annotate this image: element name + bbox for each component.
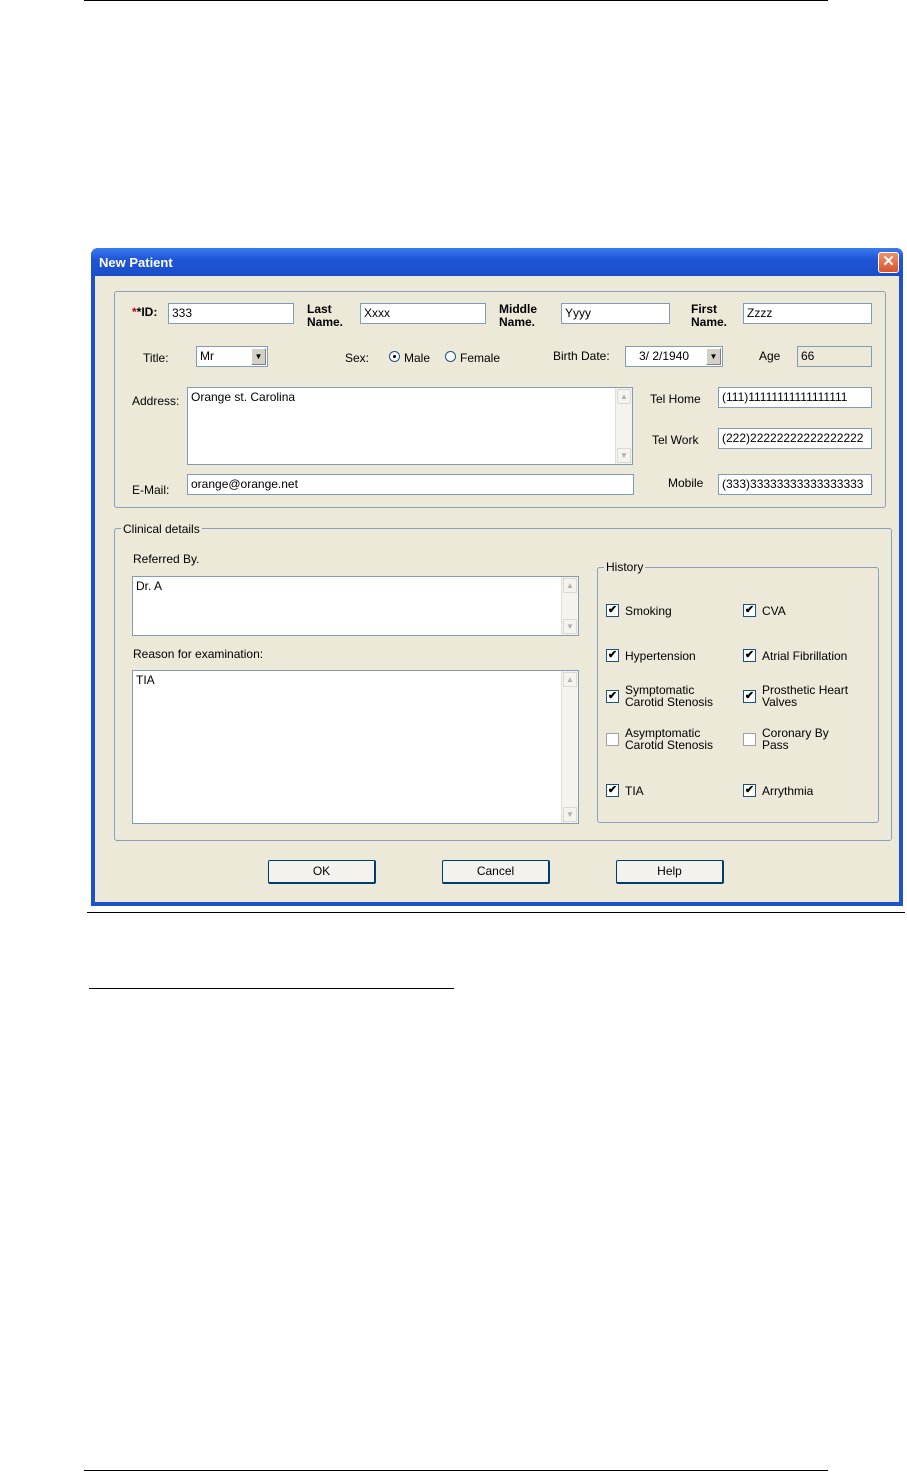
scroll-down-icon[interactable]: ▼ <box>617 448 631 463</box>
age-label: Age <box>759 349 781 363</box>
history-label-arrythmia: Arrythmia <box>762 784 814 798</box>
referred-by-label: Referred By. <box>133 552 200 566</box>
page-bottom-rule <box>84 1470 828 1471</box>
first-name-label: First Name. <box>691 302 728 329</box>
history-checkbox-smoking[interactable]: ✔ <box>607 604 618 616</box>
reason-scrollbar[interactable] <box>561 671 578 823</box>
dialog-title: New Patient <box>99 255 173 270</box>
id-field[interactable]: 333 <box>168 303 294 324</box>
required-star-icon: * <box>132 305 137 319</box>
address-textarea[interactable] <box>187 387 633 465</box>
scroll-up-icon[interactable]: ▲ <box>617 389 631 404</box>
scroll-down-icon[interactable]: ▼ <box>563 619 577 634</box>
scroll-up-icon[interactable]: ▲ <box>563 672 577 687</box>
sex-label: Sex: <box>345 351 370 365</box>
mobile-field[interactable]: (333)33333333333333333 <box>718 474 872 495</box>
email-field[interactable]: orange@orange.net <box>187 474 634 495</box>
tel-work-label: Tel Work <box>652 433 699 447</box>
history-label-atrial-fibrillation: Atrial Fibrillation <box>762 649 848 663</box>
address-value: Orange st. Carolina <box>191 390 296 404</box>
sex-male-label: Male <box>404 351 431 365</box>
clinical-details-legend: Clinical details <box>123 522 200 536</box>
scroll-down-icon[interactable]: ▼ <box>563 807 577 822</box>
history-label-coronary-by-pass: Coronary By Pass <box>762 726 829 752</box>
history-checkbox-cva[interactable]: ✔ <box>744 604 755 616</box>
sex-female-label: Female <box>460 351 501 365</box>
history-checkbox-symptomatic-carotid-stenosis[interactable]: ✔ <box>607 690 618 702</box>
id-label <box>132 306 157 319</box>
history-legend: History <box>606 560 644 574</box>
help-button[interactable]: Help <box>616 860 724 884</box>
referred-by-scrollbar[interactable] <box>561 577 578 635</box>
birth-date-value: 3/ 2/1940 <box>639 349 690 363</box>
title-select[interactable] <box>196 346 268 367</box>
page-top-rule <box>84 0 828 1</box>
mobile-label: Mobile <box>668 476 704 490</box>
history-checkbox-atrial-fibrillation[interactable]: ✔ <box>744 649 755 661</box>
middle-name-field[interactable]: Yyyy <box>561 303 670 324</box>
history-checkbox-prosthetic-heart-valves[interactable]: ✔ <box>744 690 755 702</box>
first-name-field[interactable]: Zzzz <box>743 303 872 324</box>
reason-textarea[interactable] <box>132 670 579 824</box>
history-checkbox-tia[interactable]: ✔ <box>607 784 618 796</box>
sex-male-radio[interactable] <box>389 351 400 362</box>
scroll-up-icon[interactable]: ▲ <box>563 578 577 593</box>
history-label-smoking: Smoking <box>625 604 672 618</box>
age-field: 66 <box>797 346 872 367</box>
tel-home-label: Tel Home <box>650 392 701 406</box>
history-checkbox-asymptomatic-carotid-stenosis[interactable] <box>606 733 619 746</box>
last-name-field[interactable]: Xxxx <box>360 303 486 324</box>
last-name-label: Last Name. <box>307 302 344 329</box>
referred-by-textarea[interactable] <box>132 576 579 636</box>
history-checkbox-coronary-by-pass[interactable] <box>743 733 756 746</box>
history-label-symptomatic-carotid-stenosis: Symptomatic Carotid Stenosis <box>625 683 714 709</box>
close-icon[interactable]: ✕ <box>878 252 899 273</box>
address-label: Address: <box>132 394 180 408</box>
title-label: Title: <box>143 351 169 365</box>
history-label-cva: CVA <box>762 604 786 618</box>
dialog-title-bar[interactable] <box>91 248 903 276</box>
history-label-tia: TIA <box>625 784 644 798</box>
ok-button[interactable]: OK <box>268 860 376 884</box>
reason-label: Reason for examination: <box>133 647 264 661</box>
history-label-prosthetic-heart-valves: Prosthetic Heart Valves <box>762 683 849 709</box>
sex-female-radio[interactable] <box>445 351 456 362</box>
screenshot-bottom-rule <box>87 912 905 913</box>
new-patient-dialog <box>91 248 903 906</box>
history-label-hypertension: Hypertension <box>625 649 696 663</box>
address-scrollbar[interactable] <box>615 388 632 464</box>
reason-value: TIA <box>136 673 155 687</box>
chevron-down-icon[interactable]: ▼ <box>706 348 721 365</box>
email-label: E-Mail: <box>132 483 170 497</box>
dialog-body <box>95 276 899 902</box>
tel-work-field[interactable]: (222)22222222222222222 <box>718 428 872 449</box>
chevron-down-icon[interactable]: ▼ <box>251 348 266 365</box>
history-checkbox-arrythmia[interactable]: ✔ <box>744 784 755 796</box>
tel-home-field[interactable]: (111)11111111111111111 <box>718 387 872 408</box>
title-select-value: Mr <box>200 349 214 363</box>
history-checkbox-hypertension[interactable]: ✔ <box>607 649 618 661</box>
history-label-asymptomatic-carotid-stenosis: Asymptomatic Carotid Stenosis <box>625 726 714 752</box>
cancel-button[interactable]: Cancel <box>442 860 550 884</box>
middle-name-label: Middle Name. <box>499 302 537 329</box>
id-label-text: *ID: <box>136 305 158 319</box>
referred-by-value: Dr. A <box>136 579 163 593</box>
caption-underline <box>89 988 454 989</box>
birth-date-label: Birth Date: <box>553 349 610 363</box>
birth-date-picker[interactable] <box>625 346 723 367</box>
